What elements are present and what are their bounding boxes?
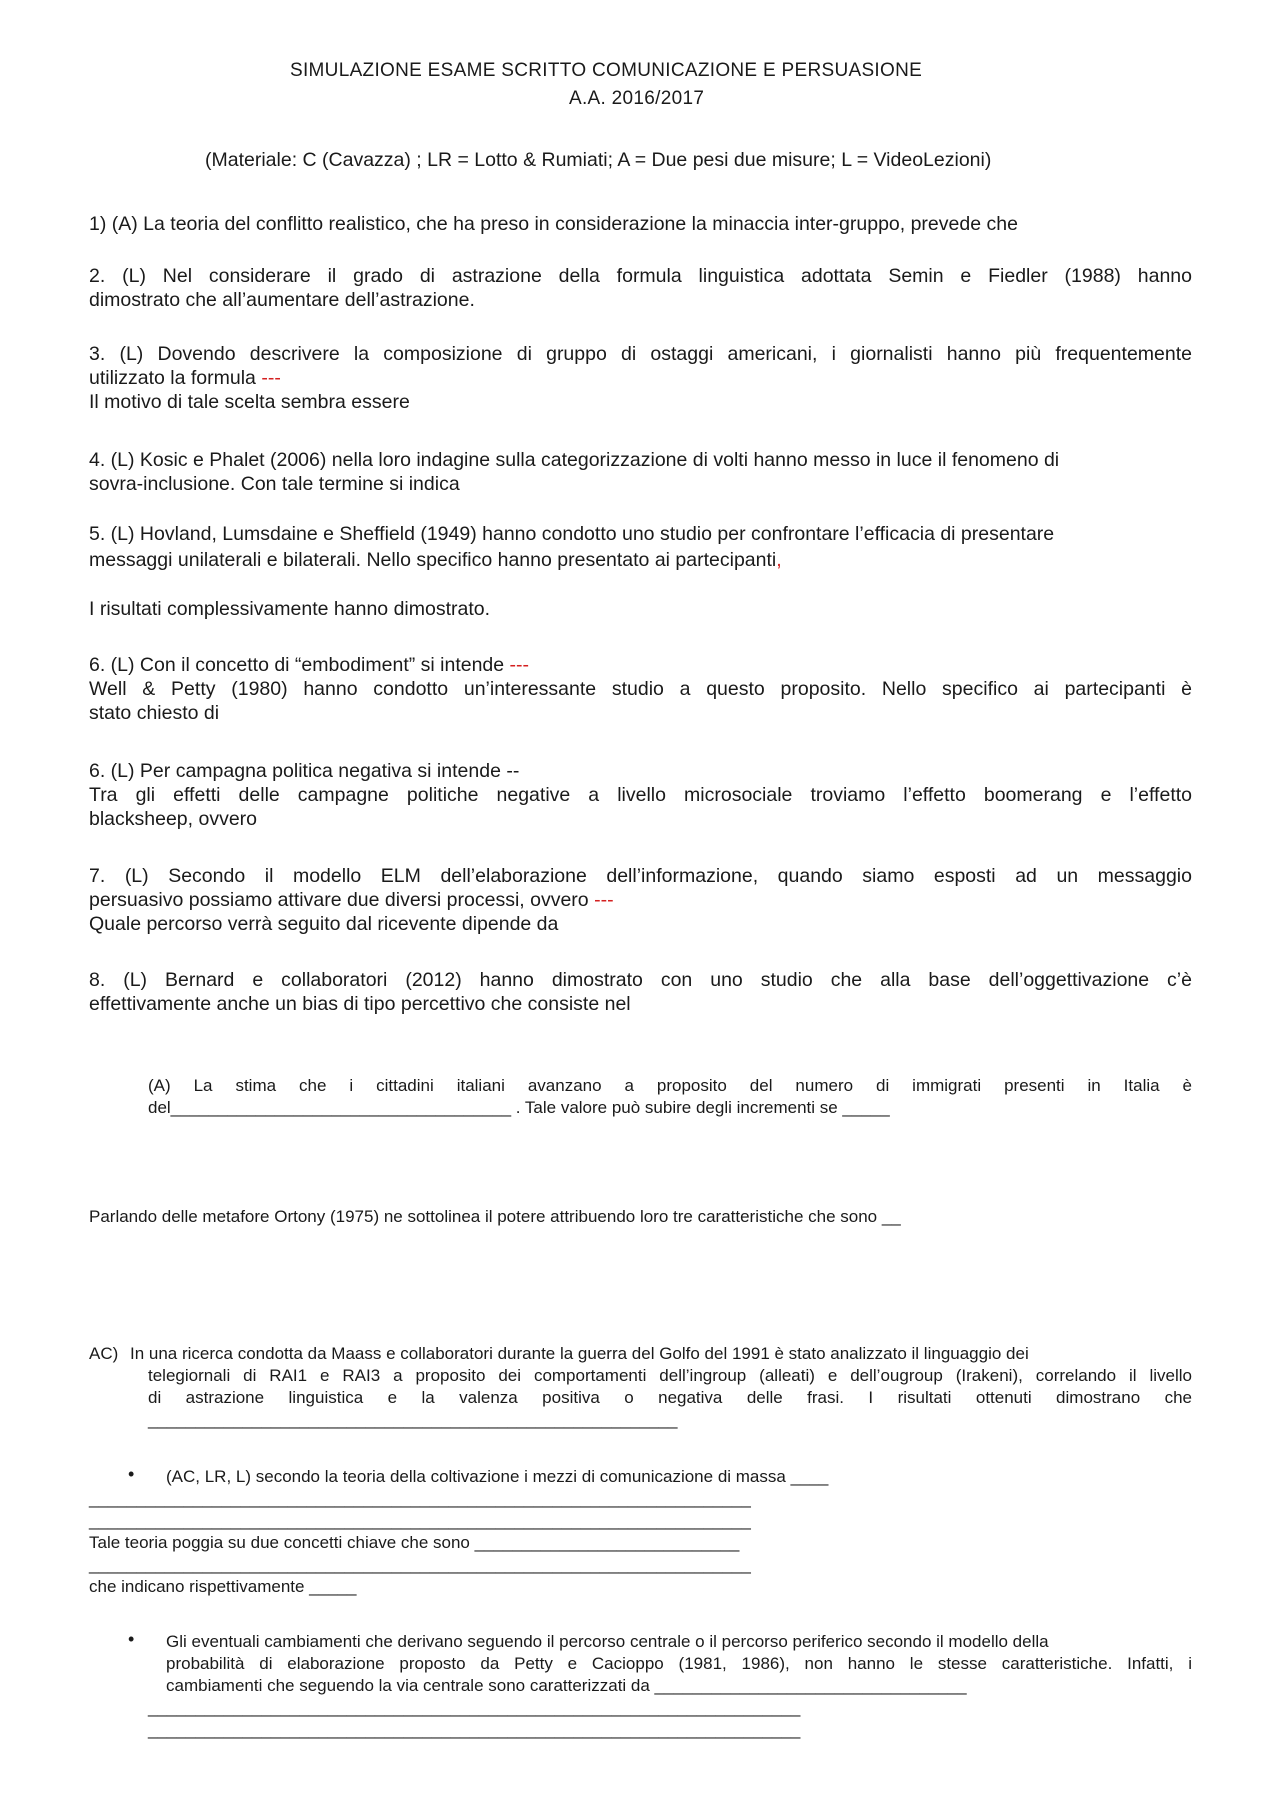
answer-blank-line: ________________________________________________________ [148,1410,678,1429]
question-ac-label: AC) [89,1344,119,1363]
question-3-line-1: 3. (L) Dovendo descrivere la composizione di gruppo di ostaggi americani, i giornalisti hanno più frequentemente [89,343,1192,365]
question-7-line-3: Quale percorso verrà seguito dal ricevente dipende da [89,913,559,935]
answer-dash: --- [594,889,614,911]
page-title: SIMULAZIONE ESAME SCRITTO COMUNICAZIONE E PERSUASIONE [290,60,923,81]
question-6a-line-3: stato chiesto di [89,702,220,724]
question-3-line-3: Il motivo di tale scelta sembra essere [89,391,410,413]
question-elm-line-2: probabilità di elaborazione proposto da Petty e Cacioppo (1981, 1986), non hanno le stesse caratteristiche. Infatti, i [166,1654,1192,1673]
answer-dash: --- [261,367,281,389]
question-5-line-3: I risultati complessivamente hanno dimostrato. [89,598,491,620]
question-ortony: Parlando delle metafore Ortony (1975) ne sottolinea il potere attribuendo loro tre caratteristiche che sono __ [89,1207,901,1226]
question-6b-line-1: 6. (L) Per campagna politica negativa si intende -- [89,760,520,782]
question-cultivation-line-6: che indicano rispettivamente _____ [89,1577,357,1596]
question-elm-line-3: cambiamenti che seguendo la via centrale sono caratterizzati da _________________________________ [166,1676,967,1695]
answer-blank-line: ______________________________________________________________________ [89,1555,751,1574]
question-6a-line-2: Well & Petty (1980) hanno condotto un’interessante studio a questo proposito. Nello specifico ai partecipanti è [89,678,1192,700]
question-ac-line-3: di astrazione linguistica e la valenza positiva o negativa delle frasi. I risultati ottenuti dimostrano che [148,1388,1192,1407]
answer-blank-line: _____________________________________________________________________ [148,1720,801,1739]
answer-blank-line: ______________________________________________________________________ [89,1511,751,1530]
question-1: 1) (A) La teoria del conflitto realistico, che ha preso in considerazione la minaccia inter-gruppo, prevede che [89,213,1018,235]
question-3-line-2 [89,366,281,390]
question-elm-line-1: Gli eventuali cambiamenti che derivano seguendo il percorso centrale o il percorso periferico secondo il modello della [166,1632,1049,1651]
question-ac-line-2: telegiornali di RAI1 e RAI3 a proposito dei comportamenti dell’ingroup (alleati) e dell’ougroup (Irakeni), correlando il livello [148,1366,1192,1385]
question-5-line-2 [89,548,782,572]
question-6b-line-3: blacksheep, ovvero [89,808,258,830]
question-8-line-2: effettivamente anche un bias di tipo percettivo che consiste nel [89,993,631,1015]
question-a-line-1: (A) La stima che i cittadini italiani avanzano a proposito del numero di immigrati presenti in Italia è [148,1076,1192,1095]
answer-blank-line: _____________________________________________________________________ [148,1698,801,1717]
question-7-text: persuasivo possiamo attivare due diversi processi, ovvero [89,889,595,911]
question-4-line-1: 4. (L) Kosic e Phalet (2006) nella loro indagine sulla categorizzazione di volti hanno messo in luce il fenomeno di [89,449,1060,471]
question-ac-line-1: In una ricerca condotta da Maass e collaboratori durante la guerra del Golfo del 1991 è stato analizzato il linguaggio dei [130,1344,1029,1363]
bullet-icon: • [128,1464,135,1484]
question-6a-line-1 [89,653,529,677]
question-3-text: utilizzato la formula [89,367,262,389]
answer-dash: --- [509,654,530,676]
question-7-line-1: 7. (L) Secondo il modello ELM dell’elaborazione dell’informazione, quando siamo esposti ad un messaggio [89,865,1192,887]
question-cultivation-line-4: Tale teoria poggia su due concetti chiave che sono ____________________________ [89,1533,740,1552]
materials-legend: (Materiale: C (Cavazza) ; LR = Lotto & Rumiati; A = Due pesi due misure; L = VideoLezioni) [205,149,992,171]
question-8-line-1: 8. (L) Bernard e collaboratori (2012) hanno dimostrato con uno studio che alla base dell’oggettivazione c’è [89,969,1192,991]
question-6a-text: 6. (L) Con il concetto di “embodiment” si intende [89,654,510,676]
question-5-line-1: 5. (L) Hovland, Lumsdaine e Sheffield (1949) hanno condotto uno studio per confrontare l’efficacia di presentare [89,523,1055,545]
question-7-line-2 [89,888,614,912]
question-4-line-2: sovra-inclusione. Con tale termine si indica [89,473,460,495]
question-cultivation-line-1: (AC, LR, L) secondo la teoria della coltivazione i mezzi di comunicazione di massa ____ [166,1467,829,1486]
question-5-text: messaggi unilaterali e bilaterali. Nello specifico hanno presentato ai partecipanti [89,549,777,571]
question-6b-line-2: Tra gli effetti delle campagne politiche negative a livello microsociale troviamo l’effetto boomerang e l’effetto [89,784,1192,806]
answer-comma: , [776,549,782,571]
question-2-line-1: 2. (L) Nel considerare il grado di astrazione della formula linguistica adottata Semin e Fiedler (1988) hanno [89,265,1192,287]
answer-blank-line: ______________________________________________________________________ [89,1489,751,1508]
question-a-line-2: del____________________________________ . Tale valore può subire degli incrementi se _____ [148,1098,890,1117]
academic-year: A.A. 2016/2017 [569,88,705,109]
question-2-line-2: dimostrato che all’aumentare dell’astrazione. [89,289,475,311]
bullet-icon: • [128,1629,135,1649]
